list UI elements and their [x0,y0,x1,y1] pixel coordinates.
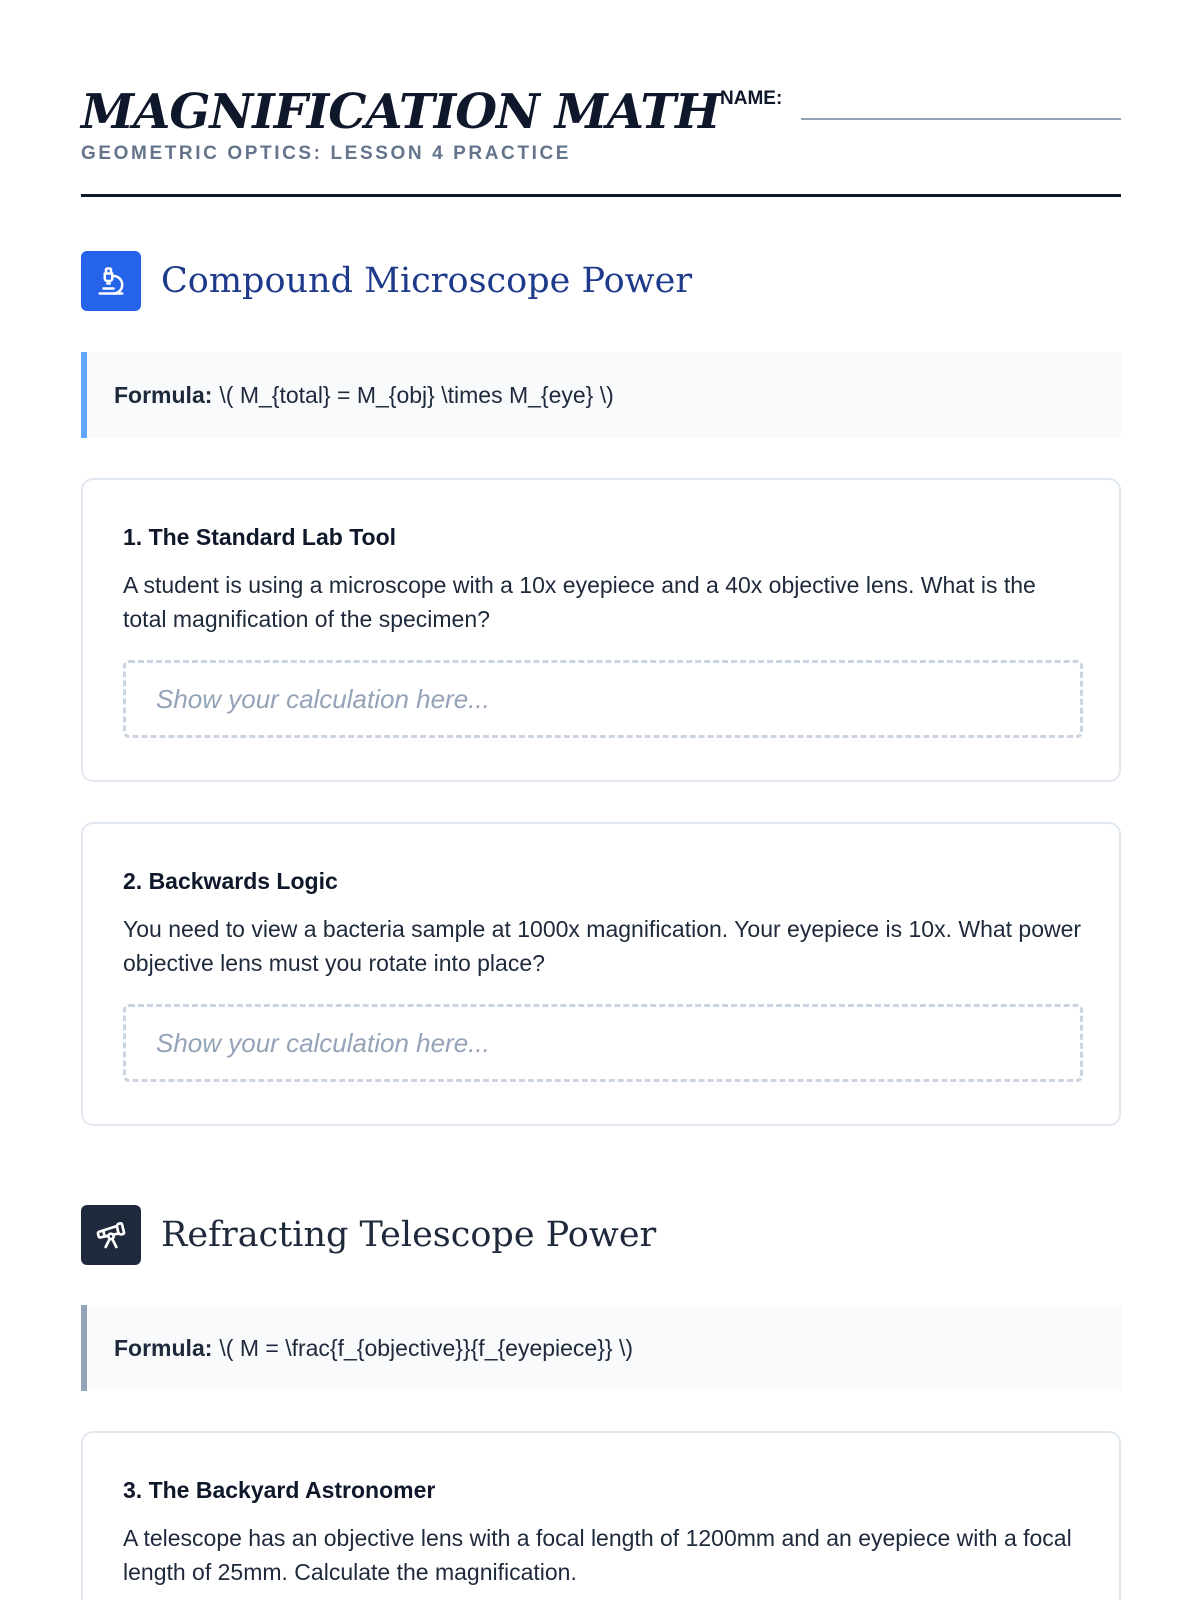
worksheet-page [81,0,1121,1585]
worksheet-title: MAGNIFICATION MATH [81,84,720,140]
question-title: 2. Backwards Logic [123,868,338,894]
formula-label: Formula: [114,381,213,408]
question-text: A student is using a microscope with a 10x eyepiece and a 40x objective lens. What is the total magnification of the specimen? [123,572,1036,632]
formula-text: \( M = \frac{f_{objective}}{f_{eyepiece}} \) [219,1334,634,1361]
question-card-3 [81,1431,1121,1600]
question-title: 3. The Backyard Astronomer [123,1477,436,1503]
formula-label: Formula: [114,1334,213,1361]
name-label: NAME: [720,88,783,109]
formula-box [81,1305,1121,1391]
section-title: Compound Microscope Power [161,261,693,301]
worksheet-subtitle: GEOMETRIC OPTICS: LESSON 4 PRACTICE [81,143,572,164]
answer-input[interactable]: Show your calculation here... [123,660,1083,738]
question-text: You need to view a bacteria sample at 1000x magnification. Your eyepiece is 10x. What power objective lens must you rotate into place? [123,916,1082,976]
formula-text: \( M_{total} = M_{obj} \times M_{eye} \) [219,381,614,408]
answer-input[interactable]: Show your calculation here... [123,1004,1083,1082]
worksheet-header [81,0,1121,197]
section-title: Refracting Telescope Power [161,1215,657,1255]
formula-box [81,352,1121,438]
microscope-icon [81,251,141,311]
question-text: A telescope has an objective lens with a focal length of 1200mm and an eyepiece with a focal length of 25mm. Calculate the magnification. [123,1525,1072,1585]
question-card-1 [81,478,1121,782]
name-field[interactable] [801,118,1121,120]
question-card-2 [81,822,1121,1126]
section-telescope-header [81,1205,1121,1265]
question-title: 1. The Standard Lab Tool [123,524,397,550]
section-microscope-header [81,251,1121,311]
telescope-icon [81,1205,141,1265]
